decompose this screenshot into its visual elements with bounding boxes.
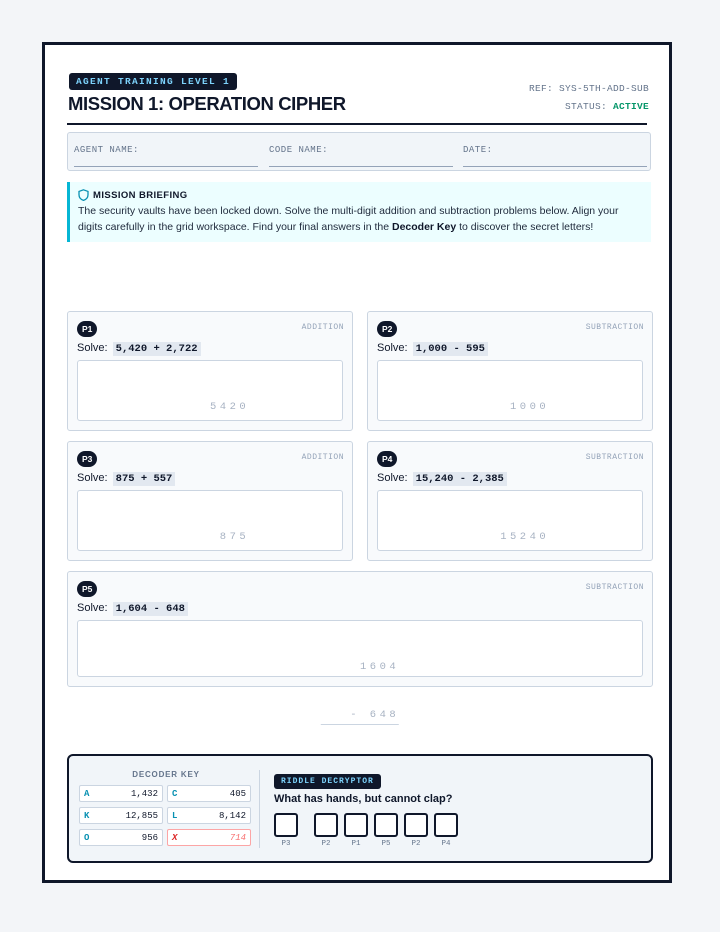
problem-type: SUBTRACTION [585, 583, 644, 592]
answer-box[interactable] [274, 813, 298, 837]
code-name-line [269, 166, 453, 167]
problem-prompt: Solve: 1,604 - 648 [77, 602, 188, 615]
reference-block [529, 80, 649, 116]
agent-name-line [74, 166, 258, 167]
stack-top-number: 1000 [509, 401, 550, 413]
briefing-text: The security vaults have been locked down. Solve the multi-digit addition and subtraction problems below. Align your digits carefully in the grid workspace. Find your final answers in the Decoder Key to discover the secret letters! [78, 205, 619, 233]
problem-type: ADDITION [301, 453, 344, 462]
ref-label: REF: [528, 83, 553, 94]
riddle-question: What has hands, but cannot clap? [274, 793, 453, 805]
decoder-value: 1,432 [130, 789, 158, 799]
date-label: DATE: [463, 145, 493, 155]
problem-id-badge: P3 [77, 451, 97, 467]
answer-box-label: P5 [381, 840, 391, 848]
panel-divider [259, 770, 260, 848]
header-divider [67, 123, 647, 125]
decoder-value: 8,142 [218, 811, 246, 821]
stack-top-number: 15240 [500, 531, 550, 543]
problem-expression: 1,604 - 648 [113, 602, 188, 616]
workspace-grid[interactable] [77, 360, 343, 421]
code-name-label: CODE NAME: [269, 145, 329, 155]
decoder-letter: K [84, 811, 90, 821]
stack-top-number: 1604 [359, 661, 400, 673]
ref-value: SYS-5TH-ADD-SUB [558, 83, 649, 94]
agent-name-field[interactable] [74, 139, 258, 157]
workspace-grid[interactable] [77, 620, 643, 721]
stack-bottom-number: - 648 [321, 707, 399, 725]
problem-card-p5 [67, 571, 653, 721]
decoder-letter: C [172, 789, 178, 799]
decoder-entry [167, 785, 251, 802]
briefing-title: MISSION BRIEFING [93, 189, 188, 201]
decoder-entry [79, 807, 163, 824]
decoder-letter: L [172, 811, 178, 821]
answer-box-label: P2 [321, 840, 331, 848]
problem-card-p3 [67, 441, 353, 561]
worksheet [42, 42, 672, 883]
mission-title: MISSION 1: OPERATION CIPHER [68, 93, 346, 114]
problem-card-p2 [367, 311, 653, 431]
code-name-field[interactable] [269, 139, 453, 157]
decoder-value: 956 [141, 833, 158, 843]
problem-id-badge: P4 [377, 451, 397, 467]
workspace-grid[interactable] [77, 490, 343, 551]
problem-id-badge: P1 [77, 321, 97, 337]
decoder-panel [67, 754, 653, 863]
riddle-badge: RIDDLE DECRYPTOR [274, 774, 381, 789]
problem-card-p1 [67, 311, 353, 431]
answer-box[interactable] [374, 813, 398, 837]
workspace-grid[interactable] [377, 360, 643, 421]
decoder-entry [79, 785, 163, 802]
answer-box-label: P1 [351, 840, 361, 848]
problem-type: SUBTRACTION [585, 323, 644, 332]
answer-box-label: P4 [441, 840, 451, 848]
stack-top-number: 875 [219, 531, 250, 543]
problem-card-p4 [367, 441, 653, 561]
problem-expression: 875 + 557 [113, 472, 176, 486]
stack-top-number: 5420 [209, 401, 250, 413]
date-field[interactable] [463, 139, 647, 157]
decoder-entry [79, 829, 163, 846]
mission-briefing [67, 182, 651, 242]
workspace-grid[interactable] [377, 490, 643, 551]
decoder-entry [167, 807, 251, 824]
answer-box[interactable] [344, 813, 368, 837]
problem-prompt: Solve: 5,420 + 2,722 [77, 342, 201, 355]
problem-expression: 5,420 + 2,722 [113, 342, 201, 356]
date-line [463, 166, 647, 167]
problem-prompt: Solve: 875 + 557 [77, 472, 175, 485]
status-label: STATUS: [564, 101, 607, 112]
shield-icon [78, 189, 89, 201]
decoder-key-title: DECODER KEY [132, 770, 200, 779]
problem-prompt: Solve: 15,240 - 2,385 [377, 472, 507, 485]
status-value: ACTIVE [612, 101, 649, 112]
problem-id-badge: P2 [377, 321, 397, 337]
decoder-value: 405 [229, 789, 246, 799]
answer-box[interactable] [314, 813, 338, 837]
decoder-letter: A [84, 789, 90, 799]
decoder-letter: X [172, 833, 178, 843]
problem-expression: 15,240 - 2,385 [413, 472, 507, 486]
level-badge: AGENT TRAINING LEVEL 1 [69, 73, 237, 90]
decoder-entry-decoy [167, 829, 251, 846]
agent-info-fields [67, 132, 651, 171]
agent-name-label: AGENT NAME: [74, 145, 139, 155]
problem-id-badge: P5 [77, 581, 97, 597]
problem-prompt: Solve: 1,000 - 595 [377, 342, 488, 355]
answer-box-label: P2 [411, 840, 421, 848]
answer-box[interactable] [404, 813, 428, 837]
problem-type: SUBTRACTION [585, 453, 644, 462]
stacked-problem [321, 627, 399, 757]
answer-box-label: P3 [281, 840, 291, 848]
decoder-value: 12,855 [125, 811, 158, 821]
problem-expression: 1,000 - 595 [413, 342, 488, 356]
answer-box[interactable] [434, 813, 458, 837]
problem-type: ADDITION [301, 323, 344, 332]
decoder-value: 714 [229, 833, 246, 843]
decoder-letter: O [84, 833, 90, 843]
